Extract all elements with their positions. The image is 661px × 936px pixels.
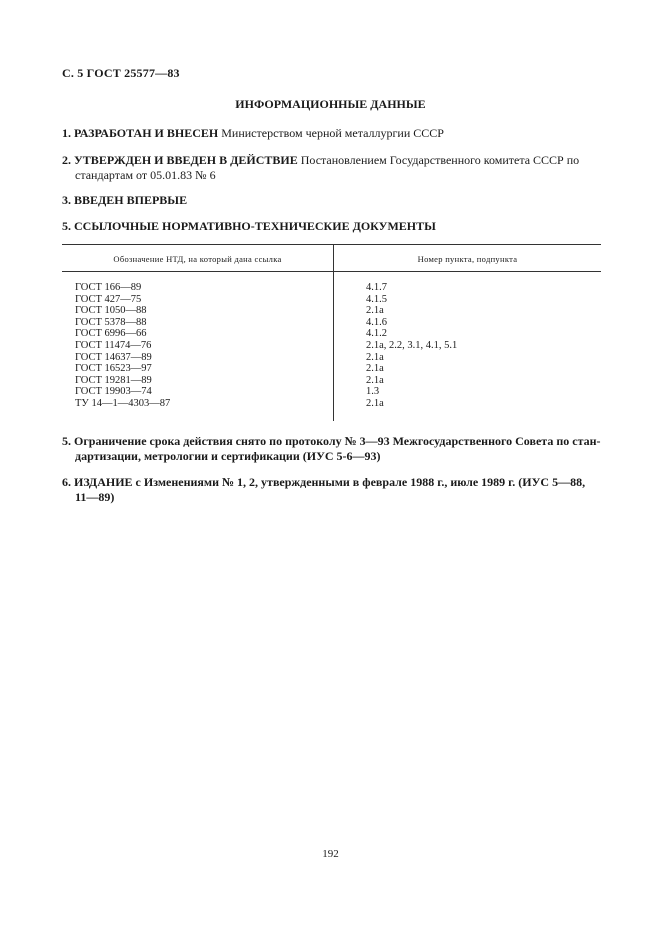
item-approved-line2: стандартам от 05.01.83 № 6 (75, 168, 216, 182)
table-cell-ref: 2.1а (366, 351, 384, 363)
item-first-introduced-heading: 3. ВВЕДЕН ВПЕРВЫЕ (62, 193, 188, 207)
item-developed-text: Министерством черной металлургии СССР (218, 126, 444, 140)
table-column-divider (333, 244, 334, 421)
table-cell-doc: ГОСТ 6996—66 (75, 328, 147, 340)
table-cell-ref: 2.1а (366, 397, 384, 409)
table-cell-doc: ГОСТ 19903—74 (75, 386, 152, 398)
table-top-rule (62, 244, 601, 245)
page-number: 192 (322, 848, 339, 860)
item-developed (62, 126, 444, 141)
item-approved (62, 153, 579, 183)
table-cell-ref: 2.1а (366, 363, 384, 375)
table-cell-ref: 4.1.7 (366, 282, 387, 293)
table-cell-doc: ГОСТ 16523—97 (75, 363, 152, 375)
table-cell-doc: ГОСТ 427—75 (75, 293, 142, 305)
table-header-ref: Номер пункта, подпункта (417, 254, 518, 264)
item-approved-heading: 2. УТВЕРЖДЕН И ВВЕДЕН В ДЕЙСТВИЕ (62, 153, 298, 167)
section-title: ИНФОРМАЦИОННЫЕ ДАННЫЕ (235, 97, 426, 111)
item-validity-line2: дартизации, метрологии и сертификации (ИУС 5-6—93) (75, 449, 381, 463)
table-cell-doc: ТУ 14—1—4303—87 (75, 397, 171, 409)
item-edition-line1: 6. ИЗДАНИЕ с Изменениями № 1, 2, утвержденными в феврале 1988 г., июле 1989 г. (ИУС 5—88, (62, 475, 586, 489)
table-cell-doc: ГОСТ 19281—89 (75, 374, 152, 386)
table-cell-ref: 2.1а (366, 374, 384, 386)
item-validity-line1: 5. Ограничение срока действия снято по протоколу № 3—93 Межгосударственного Совета по стан- (62, 434, 601, 448)
table-cell-doc: ГОСТ 5378—88 (75, 316, 147, 328)
table-cell-ref: 4.1.5 (366, 293, 387, 305)
table-cell-doc: ГОСТ 1050—88 (75, 305, 147, 317)
table-cell-doc: ГОСТ 11474—76 (75, 339, 152, 351)
table-cell-ref: 4.1.6 (366, 316, 387, 328)
table-cell-doc: ГОСТ 166—89 (75, 282, 142, 293)
table-cell-ref: 1.3 (366, 386, 380, 398)
item-first-introduced (62, 193, 187, 208)
item-approved-text: Постановлением Государственного комитета СССР по (297, 153, 580, 167)
table-header-rule (62, 271, 601, 272)
item-references-heading: 5. ССЫЛОЧНЫЕ НОРМАТИВНО-ТЕХНИЧЕСКИЕ ДОКУМЕНТЫ (62, 219, 436, 233)
item-references (62, 219, 436, 234)
table-doc-column (75, 282, 170, 410)
table-cell-ref: 4.1.2 (366, 328, 387, 340)
table-ref-column (366, 282, 457, 410)
item-edition (62, 475, 585, 505)
table-cell-ref: 2.1а, 2.2, 3.1, 4.1, 5.1 (366, 339, 458, 351)
table-cell-doc: ГОСТ 14637—89 (75, 351, 152, 363)
item-validity-limit (62, 434, 601, 464)
table-header-doc: Обозначение НТД, на который дана ссылка (113, 254, 282, 264)
document-header: С. 5 ГОСТ 25577—83 (62, 66, 180, 80)
item-developed-heading: 1. РАЗРАБОТАН И ВНЕСЕН (62, 126, 219, 140)
item-edition-line2: 11—89) (75, 490, 115, 504)
table-cell-ref: 2.1а (366, 305, 384, 317)
